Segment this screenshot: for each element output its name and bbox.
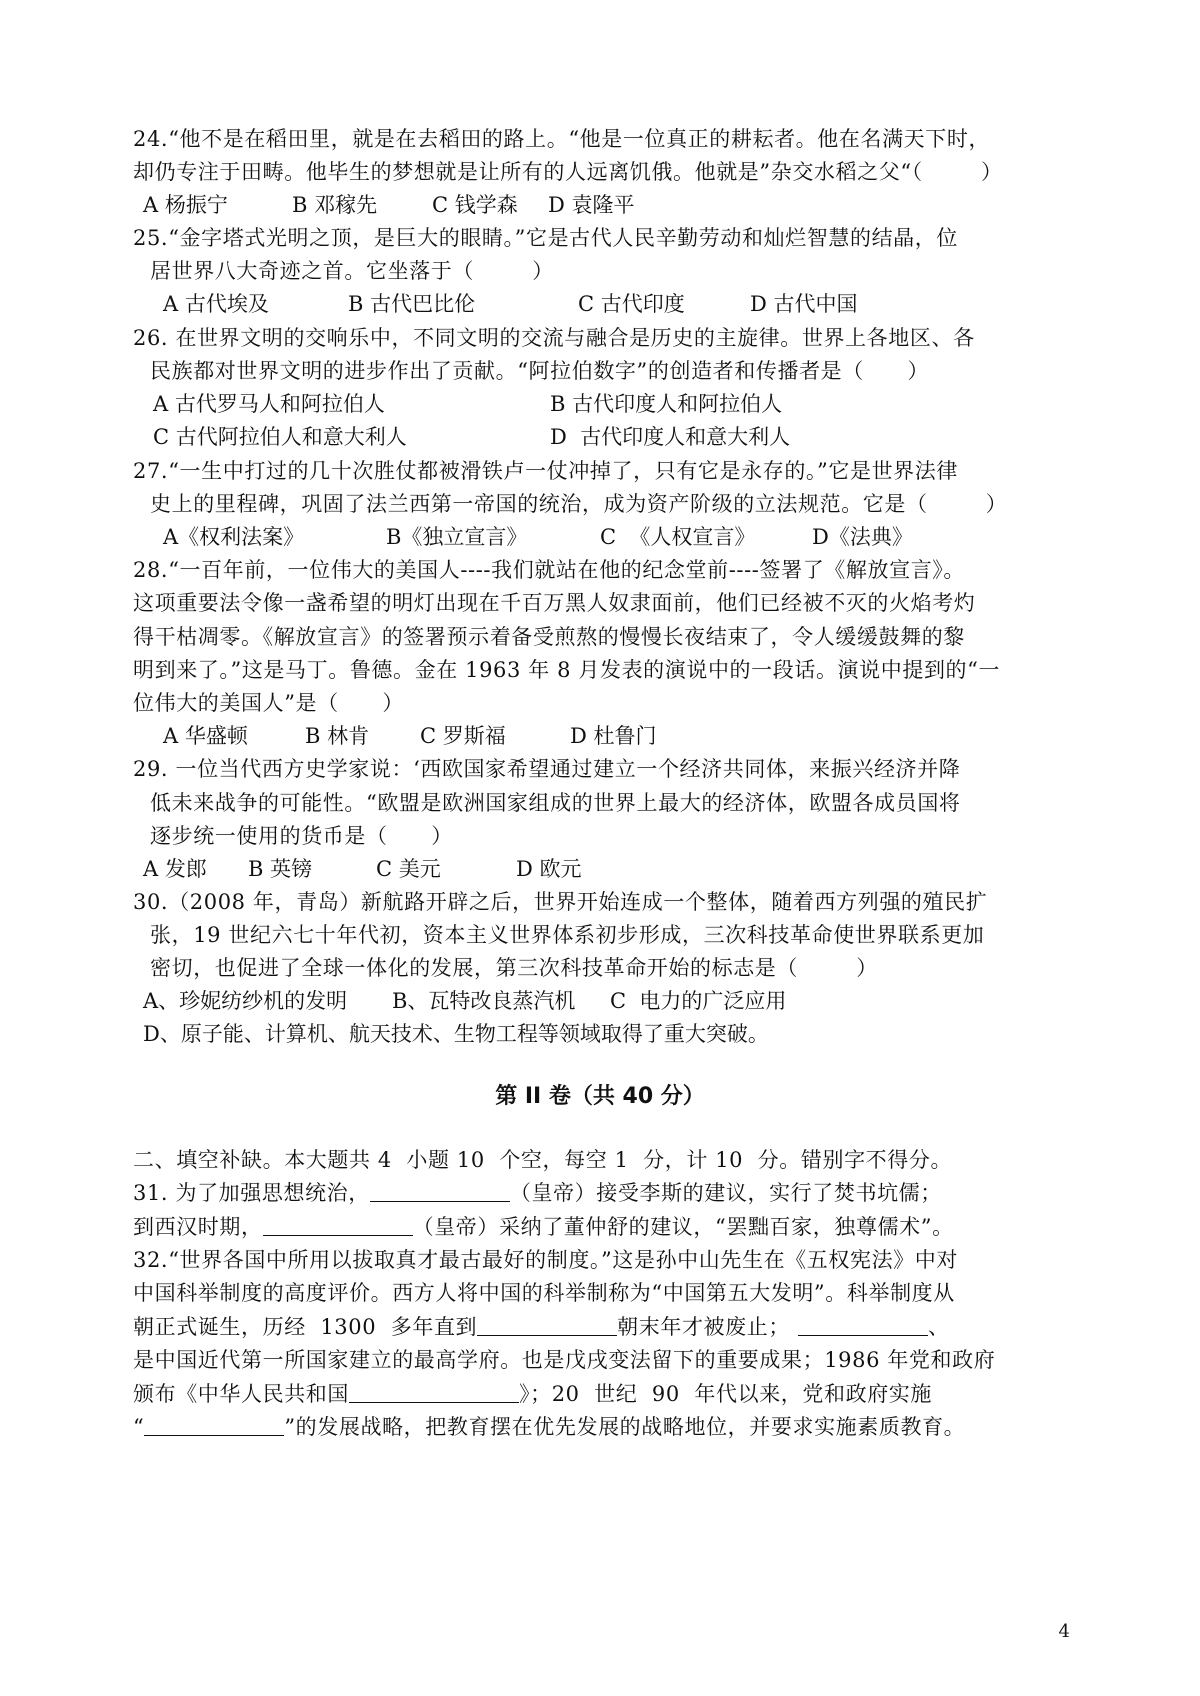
q29-option-b: B 英镑 [248,857,313,881]
q32-text-6a: “ [133,1415,145,1439]
q29-option-a: A 发郎 [143,857,207,881]
q32-text-3c: 、 [927,1315,950,1339]
q25-option-d: D 古代中国 [750,292,858,316]
q32-text-6b: ”的发展战略，把教育摆在优先发展的战略地位，并要求实施素质教育。 [284,1415,966,1439]
q28-line-3: 得干枯凋零。《解放宣言》的签署预示着备受煎熬的慢慢长夜结束了，令人缓缓鼓舞的黎 [133,625,965,649]
q32-line-4: 是中国近代第一所国家建立的最高学府。也是戊戌变法留下的重要成果；1986 年党和政府 [133,1348,996,1372]
q28-line-2: 这项重要法令像一盏希望的明灯出现在千百万黑人奴隶面前，他们已经被不灭的火焰考灼 [133,591,976,615]
q28-line-5: 位伟大的美国人”是（ ） [133,691,404,715]
part2-intro: 二、填空补缺。本大题共 4 小题 10 个空，每空 1 分，计 10 分。错别字不得分。 [133,1148,953,1172]
q32-blank-2 [798,1313,928,1336]
q30-option-a: A、珍妮纺纱机的发明 [143,989,348,1013]
q30-option-b: B、瓦特改良蒸汽机 [392,989,576,1013]
q30-option-d: D、原子能、计算机、航天技术、生物工程等领域取得了重大突破。 [143,1022,769,1046]
q27-option-d: D《法典》 [812,525,913,549]
q32-line-6 [133,1412,965,1442]
q32-text-5a: 颁布《中华人民共和国 [133,1382,349,1406]
q24-line-1: 24.“他不是在稻田里，就是在去稻田的路上。“他是一位真正的耕耘者。他在名满天下时， [133,127,991,151]
q28-option-a: A 华盛顿 [163,724,248,748]
q32-line-2: 中国科举制度的高度评价。西方人将中国的科举制称为“中国第五大发明”。科举制度从 [133,1281,955,1305]
q26-line-2: 民族都对世界文明的进步作出了贡献。“阿拉伯数字”的创造者和传播者是（ ） [150,359,930,383]
q31-text-2a: 到西汉时期， [133,1215,263,1239]
q32-blank-3 [349,1380,519,1403]
q29-line-3: 逐步统一使用的货币是（ ） [150,824,453,848]
q28-line-4: 明到来了。”这是马丁。鲁德。金在 1963 年 8 月发表的演说中的一段话。演说中提到的“一 [133,658,1001,682]
q29-line-2: 低未来战争的可能性。“欧盟是欧洲国家组成的世界上最大的经济体，欧盟各成员国将 [150,791,961,815]
q30-line-3: 密切，也促进了全球一体化的发展，第三次科技革命开始的标志是（ ） [150,956,878,980]
q27-option-a: A《权利法案》 [163,525,305,549]
q32-line-1: 32.“世界各国中所用以拔取真才最古最好的制度。”这是孙中山先生在《五权宪法》中对 [133,1248,958,1272]
q24-line-2: 却仍专注于田畴。他毕生的梦想就是让所有的人远离饥俄。他就是”杂交水稻之父“（ ） [133,160,1003,184]
page-number: 4 [1058,1621,1070,1642]
q32-blank-1 [477,1313,617,1336]
q31-text-2b: （皇帝）采纳了董仲舒的建议，“罢黜百家，独尊儒术”。 [412,1215,954,1239]
q26-line-1: 26. 在世界文明的交响乐中，不同文明的交流与融合是历史的主旋律。世界上各地区、各 [133,326,975,350]
q24-option-d: D 袁隆平 [548,193,635,217]
q25-line-1: 25.“金字塔式光明之顶，是巨大的眼睛。”它是古代人民辛勤劳动和灿烂智慧的结晶，位 [133,226,958,250]
section-title: 第 II 卷（共 40 分） [495,1084,705,1109]
q24-option-b: B 邓稼先 [292,193,378,217]
q25-option-c: C 古代印度 [578,292,685,316]
q32-line-5 [133,1379,932,1409]
q31-line-2 [133,1212,954,1242]
q26-option-d: D 古代印度人和意大利人 [550,425,791,449]
q31-blank-2 [263,1213,413,1236]
q31-text-1a: 31. 为了加强思想统治， [133,1181,370,1205]
q32-line-3 [133,1312,950,1342]
q26-option-b: B 古代印度人和阿拉伯人 [550,392,783,416]
q29-line-1: 29. 一位当代西方史学家说：‘西欧国家希望通过建立一个经济共同体，来振兴经济并降 [133,757,961,781]
q26-option-a: A 古代罗马人和阿拉伯人 [153,392,385,416]
q25-option-b: B 古代巴比伦 [348,292,476,316]
q26-option-c: C 古代阿拉伯人和意大利人 [153,425,407,449]
q32-text-3a: 朝正式诞生，历经 1300 多年直到 [133,1315,478,1339]
q28-option-c: C 罗斯福 [420,724,506,748]
q28-option-b: B 林肯 [305,724,370,748]
q25-line-2: 居世界八大奇迹之首。它坐落于（ ） [150,259,554,283]
q24-option-a: A 杨振宁 [143,193,228,217]
q31-text-1b: （皇帝）接受李斯的建议，实行了焚书坑儒； [509,1181,942,1205]
q30-line-1: 30.（2008 年，青岛）新航路开辟之后，世界开始连成一个整体，随着西方列强的殖民扩 [133,890,988,914]
q24-option-c: C 钱学森 [432,193,518,217]
q30-line-2: 张，19 世纪六七十年代初，资本主义世界体系初步形成，三次科技革命使世界联系更加 [150,923,985,947]
q31-line-1 [133,1178,942,1208]
q27-line-2: 史上的里程碑，巩固了法兰西第一帝国的统治，成为资产阶级的立法规范。它是（ ） [150,492,1008,516]
q32-blank-4 [144,1413,284,1436]
q27-line-1: 27.“一生中打过的几十次胜仗都被滑铁卢一仗冲掉了，只有它是永存的。”它是世界法律 [133,459,958,483]
q32-text-5b: 》；20 世纪 90 年代以来，党和政府实施 [519,1382,932,1406]
q29-option-c: C 美元 [376,857,441,881]
q25-option-a: A 古代埃及 [163,292,269,316]
q28-option-d: D 杜鲁门 [570,724,657,748]
q29-option-d: D 欧元 [516,857,582,881]
q31-blank-1 [370,1179,510,1202]
q27-option-c: C 《人权宣言》 [600,525,756,549]
q28-line-1: 28.“一百年前，一位伟大的美国人----我们就站在他的纪念堂前----签署了《解放宣言》。 [133,558,965,582]
q32-text-3b: 朝末年才被废止； [617,1315,790,1339]
q27-option-b: B《独立宣言》 [386,525,528,549]
q30-option-c: C 电力的广泛应用 [610,989,787,1013]
